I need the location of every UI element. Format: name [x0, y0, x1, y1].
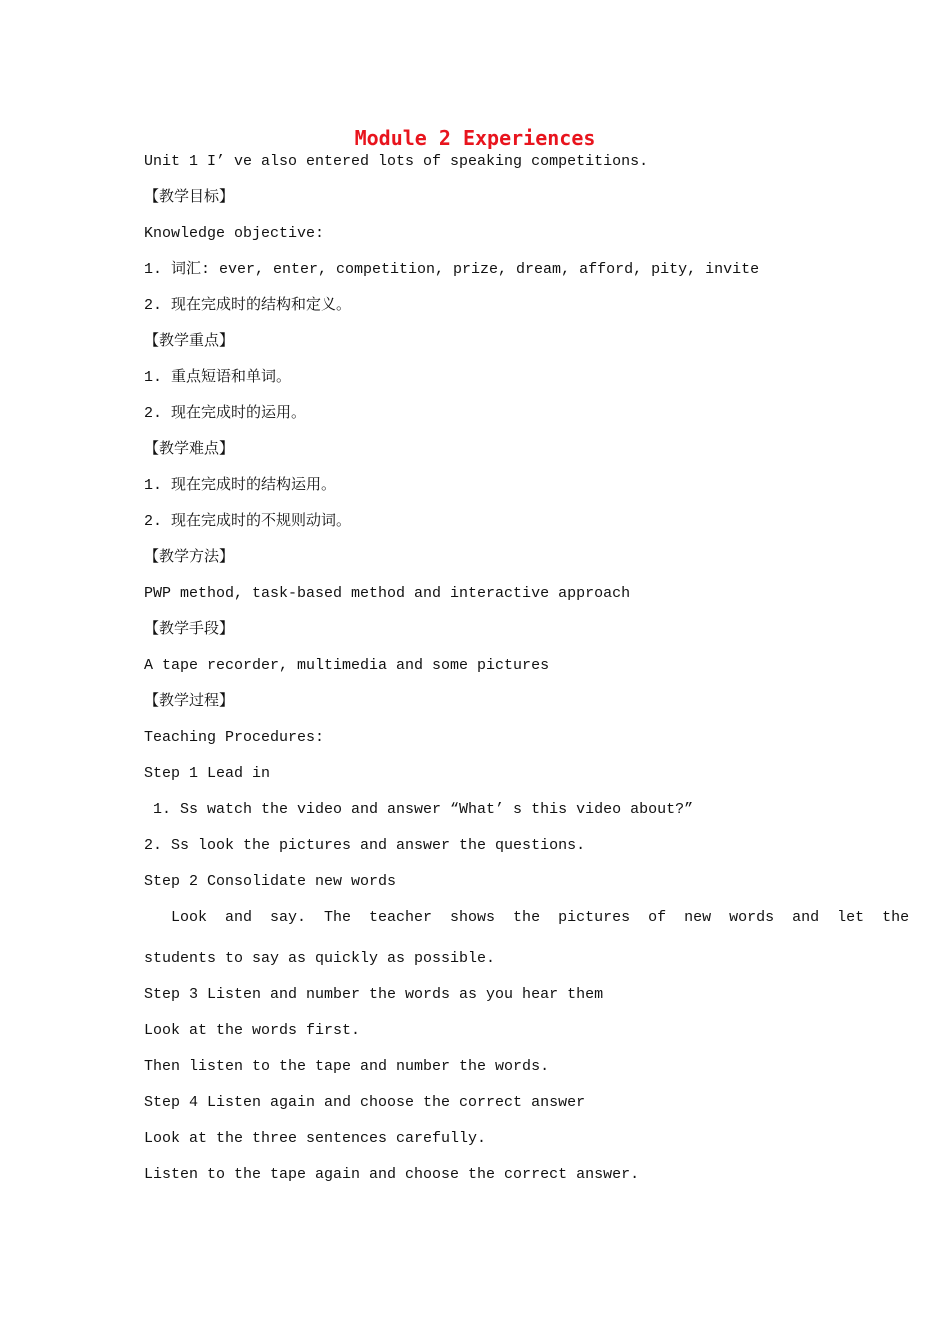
step-1-heading: Step 1 Lead in [144, 765, 271, 782]
step-4-heading: Step 4 Listen again and choose the correct answer [144, 1094, 586, 1111]
step-2-heading: Step 2 Consolidate new words [144, 873, 397, 890]
document-title: Module 2 Experiences [354, 126, 596, 150]
unit-title: Unit 1 I’ ve also entered lots of speaking competitions. [144, 153, 649, 170]
difficulty-item-2: 2. 现在完成时的不规则动词。 [144, 513, 352, 530]
step-2-text-line-1: Look and say. The teacher shows the pictures of new words and let the [144, 909, 910, 926]
section-heading-key-points: 【教学重点】 [144, 333, 235, 350]
methods-text: PWP method, task-based method and interactive approach [144, 585, 631, 602]
key-point-item-2: 2. 现在完成时的运用。 [144, 405, 307, 422]
knowledge-objective-label: Knowledge objective: [144, 225, 325, 242]
step-4-item-2: Listen to the tape again and choose the correct answer. [144, 1166, 640, 1183]
key-point-item-1: 1. 重点短语和单词。 [144, 369, 292, 386]
step-1-item-1: 1. Ss watch the video and answer “What’ s this video about?” [144, 801, 694, 818]
section-heading-difficulties: 【教学难点】 [144, 441, 235, 458]
means-text: A tape recorder, multimedia and some pictures [144, 657, 550, 674]
step-2-text-line-2: students to say as quickly as possible. [144, 950, 496, 967]
step-3-item-2: Then listen to the tape and number the words. [144, 1058, 550, 1075]
step-3-heading: Step 3 Listen and number the words as you hear them [144, 986, 604, 1003]
step-4-item-1: Look at the three sentences carefully. [144, 1130, 487, 1147]
teaching-procedures-label: Teaching Procedures: [144, 729, 325, 746]
step-3-item-1: Look at the words first. [144, 1022, 361, 1039]
section-heading-methods: 【教学方法】 [144, 549, 235, 566]
section-heading-means: 【教学手段】 [144, 621, 235, 638]
objective-item-2: 2. 现在完成时的结构和定义。 [144, 297, 352, 314]
step-1-item-2: 2. Ss look the pictures and answer the questions. [144, 837, 586, 854]
difficulty-item-1: 1. 现在完成时的结构运用。 [144, 477, 337, 494]
objective-item-1: 1. 词汇: ever, enter, competition, prize, dream, afford, pity, invite [144, 261, 760, 278]
section-heading-process: 【教学过程】 [144, 693, 235, 710]
section-heading-objectives: 【教学目标】 [144, 189, 235, 206]
